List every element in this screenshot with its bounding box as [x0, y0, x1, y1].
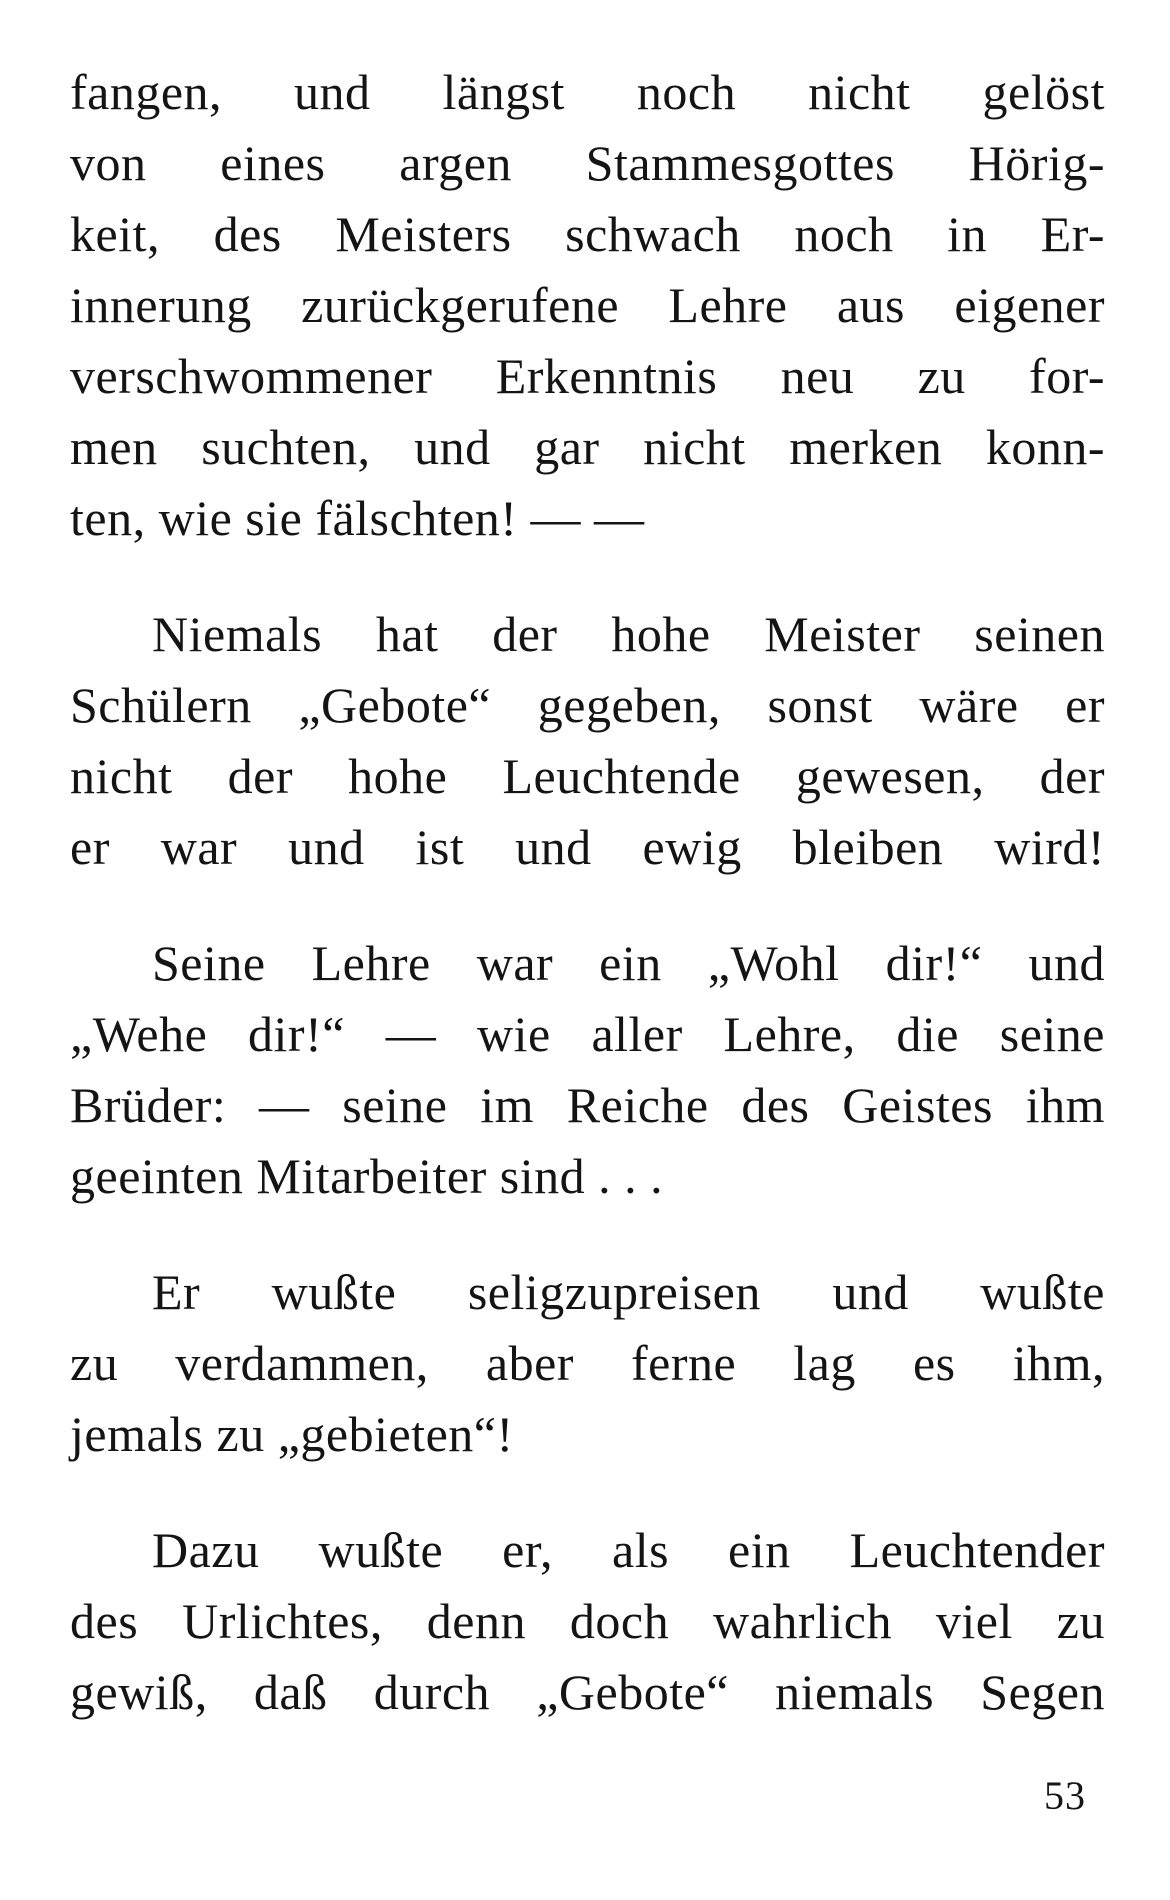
text-line: des Urlichtes, denn doch wahrlich viel zu	[70, 1593, 1105, 1649]
text-line: Seine Lehre war ein „Wohl dir!“ und	[152, 935, 1105, 991]
text-line: zu verdammen, aber ferne lag es ihm,	[70, 1335, 1105, 1391]
text-line: Niemals hat der hohe Meister seinen	[152, 606, 1105, 662]
text-line: keit, des Meisters schwach noch in Er-	[70, 206, 1105, 262]
text-line: fangen, und längst noch nicht gelöst	[70, 64, 1105, 120]
text-line: Schülern „Gebote“ gegeben, sonst wäre er	[70, 677, 1105, 733]
text-line: jemals zu „gebieten“!	[70, 1406, 514, 1462]
text-line: Dazu wußte er, als ein Leuchtender	[152, 1522, 1105, 1578]
text-line: Brüder: — seine im Reiche des Geistes ihm	[70, 1077, 1105, 1133]
text-line: innerung zurückgerufene Lehre aus eigener	[70, 277, 1105, 333]
text-line: von eines argen Stammesgottes Hörig-	[70, 135, 1105, 191]
text-line: verschwommener Erkenntnis neu zu for-	[70, 348, 1105, 404]
text-line: er war und ist und ewig bleiben wird!	[70, 819, 1105, 875]
page-number: 53	[1044, 1773, 1086, 1818]
text-line: geeinten Mitarbeiter sind . . .	[70, 1148, 664, 1204]
text-line: Er wußte seligzupreisen und wußte	[152, 1264, 1105, 1320]
text-line: gewiß, daß durch „Gebote“ niemals Segen	[70, 1664, 1105, 1720]
text-line: ten, wie sie fälschten! — —	[70, 490, 645, 546]
text-line: „Wehe dir!“ — wie aller Lehre, die seine	[70, 1006, 1105, 1062]
text-line: nicht der hohe Leuchtende gewesen, der	[70, 748, 1105, 804]
text-line: men suchten, und gar nicht merken konn-	[70, 419, 1105, 475]
